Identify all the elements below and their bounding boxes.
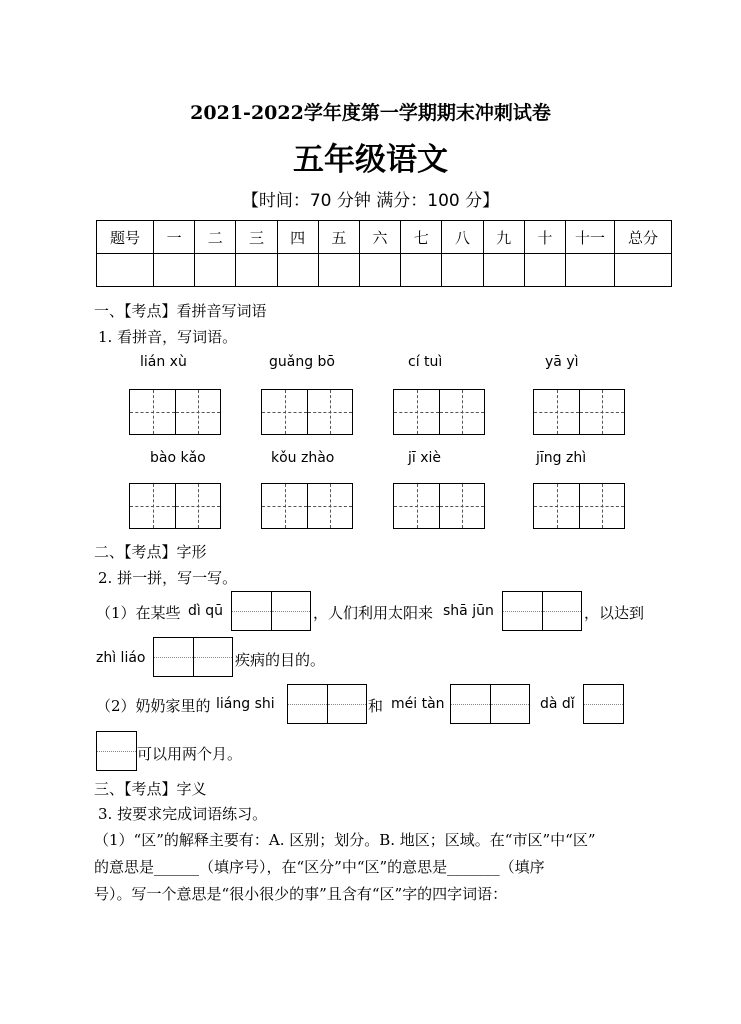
score-cell[interactable]	[236, 254, 277, 287]
score-cell[interactable]	[97, 254, 154, 287]
tianzige-box[interactable]	[261, 389, 353, 435]
tianzige-box[interactable]	[393, 389, 485, 435]
score-cell[interactable]	[359, 254, 400, 287]
writing-box[interactable]	[231, 591, 311, 631]
score-header: 三	[236, 221, 277, 254]
score-table-blank-row	[97, 254, 672, 287]
section2-heading: 二、【考点】字形	[94, 543, 207, 561]
score-header: 十一	[566, 221, 615, 254]
pinyin-label: liáng shi	[216, 696, 275, 712]
q2-part1-text: 疾病的目的。	[235, 651, 326, 669]
q3-line: 的意思是______（填序号），在“区分”中“区”的意思是_______（填序	[94, 858, 545, 876]
writing-box[interactable]	[96, 731, 137, 771]
q2-part2-text: （2）奶奶家里的	[96, 697, 211, 715]
tianzige-box[interactable]	[129, 389, 221, 435]
tianzige-box[interactable]	[129, 483, 221, 529]
writing-box[interactable]	[502, 591, 582, 631]
pinyin-label: shā jūn	[443, 603, 494, 619]
score-header: 六	[359, 221, 400, 254]
pinyin-label: méi tàn	[391, 696, 445, 712]
pinyin-label: yā yì	[545, 354, 579, 370]
q2-part2-text: 可以用两个月。	[137, 745, 243, 763]
score-header: 一	[154, 221, 195, 254]
score-cell[interactable]	[442, 254, 483, 287]
writing-box[interactable]	[287, 684, 367, 724]
writing-box[interactable]	[450, 684, 530, 724]
score-header: 十	[524, 221, 565, 254]
question1-prompt: 1. 看拼音，写词语。	[98, 328, 238, 346]
score-header: 八	[442, 221, 483, 254]
pinyin-label: jī xiè	[408, 450, 442, 466]
tianzige-box[interactable]	[393, 483, 485, 529]
pinyin-label: jīng zhì	[536, 450, 587, 466]
tianzige-box[interactable]	[533, 483, 625, 529]
tianzige-box[interactable]	[533, 389, 625, 435]
score-cell[interactable]	[483, 254, 524, 287]
q2-part1-text: （1）在某些	[96, 604, 181, 622]
question2-prompt: 2. 拼一拼，写一写。	[98, 569, 238, 587]
score-cell[interactable]	[566, 254, 615, 287]
section3-heading: 三、【考点】字义	[94, 780, 207, 798]
pinyin-label: dì qū	[188, 603, 223, 619]
score-header: 九	[483, 221, 524, 254]
score-header: 四	[277, 221, 318, 254]
writing-box[interactable]	[583, 684, 624, 724]
subject-title: 五年级语文	[293, 142, 448, 178]
section1-heading: 一、【考点】看拼音写词语	[94, 302, 267, 320]
exam-title: 2021-2022学年度第一学期期末冲刺试卷	[190, 102, 551, 124]
score-header: 二	[195, 221, 236, 254]
q2-part2-text: 和	[368, 697, 384, 715]
pinyin-label: bào kǎo	[150, 450, 206, 466]
score-table	[96, 220, 672, 287]
pinyin-label: guǎng bō	[269, 354, 336, 370]
score-cell[interactable]	[615, 254, 672, 287]
writing-box[interactable]	[153, 637, 233, 677]
score-cell[interactable]	[401, 254, 442, 287]
pinyin-label: cí tuì	[408, 354, 443, 370]
score-header: 总分	[615, 221, 672, 254]
q2-part1-text: ，人们利用太阳来	[313, 604, 434, 622]
score-cell[interactable]	[277, 254, 318, 287]
pinyin-label: lián xù	[140, 354, 187, 370]
score-header: 题号	[97, 221, 154, 254]
pinyin-label: dà dǐ	[540, 696, 575, 712]
q2-part1-text: ，以达到	[584, 604, 645, 622]
score-header: 五	[318, 221, 359, 254]
question3-prompt: 3. 按要求完成词语练习。	[98, 805, 268, 823]
score-cell[interactable]	[524, 254, 565, 287]
q3-line: 号）。写一个意思是“很小很少的事”且含有“区”字的四字词语：	[94, 885, 508, 903]
q3-line: （1）“区”的解释主要有：A. 区别；划分。B. 地区；区域。在“市区”中“区”	[94, 831, 596, 849]
score-cell[interactable]	[318, 254, 359, 287]
score-header: 七	[401, 221, 442, 254]
pinyin-label: zhì liáo	[96, 650, 146, 666]
tianzige-box[interactable]	[261, 483, 353, 529]
time-info: 【时间：70 分钟 满分：100 分】	[241, 191, 500, 211]
score-cell[interactable]	[195, 254, 236, 287]
score-table-header-row	[97, 221, 672, 254]
pinyin-label: kǒu zhào	[271, 450, 335, 466]
score-cell[interactable]	[154, 254, 195, 287]
